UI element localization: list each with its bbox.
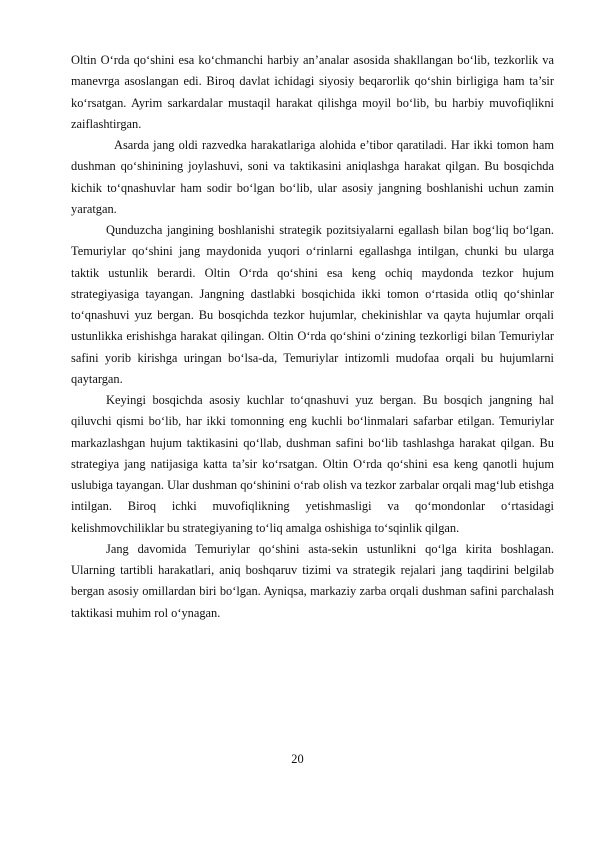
paragraph-4: Keyingi bosqichda asosiy kuchlar to‘qnashuvi yuz bergan. Bu bosqich jangning hal qiluvchi qismi bo‘lib, har ikki tomonning eng kuchli bo‘linmalari safarbar etilgan. Temuriylar markazlashgan hujum taktikasini qo‘llab, dushman safini bo‘lib tashlashga harakat qilgan. Bu strategiya jang natijasiga katta ta’sir ko‘rsatgan. Oltin O‘rda qo‘shini esa keng qanotli hujum uslubiga tayangan. Ular dushman qo‘shinini o‘rab olish va tezkor zarbalar orqali mag‘lub etishga intilgan. Biroq ichki muvofiqlikning yetishmasligi va qo‘mondonlar o‘rtasidagi kelishmovchiliklar bu strategiyaning to‘liq amalga oshishiga to‘sqinlik qilgan. [71,393,554,535]
paragraph-5: Jang davomida Temuriylar qo‘shini asta-sekin ustunlikni qo‘lga kirita boshlagan. Ularning tartibli harakatlari, aniq boshqaruv tizimi va strategik rejalari jang taqdirini belgilab bergan asosiy omillardan biri bo‘lgan. Ayniqsa, markaziy zarba orqali dushman safini parchalash taktikasi muhim rol o‘ynagan. [71,541,554,620]
page-number: 20 [291,752,304,766]
paragraph-2: Asarda jang oldi razvedka harakatlariga alohida e’tibor qaratiladi. Har ikki tomon ham dushman qo‘shinining joylashuvi, soni va taktikasini aniqlashga harakat qilgan. Bu bosqichda kichik to‘qnashuvlar ham sodir bo‘lgan bo‘lib, ular asosiy jangning boshlanishi uchun zamin yaratgan. [71,138,554,216]
paragraph-1: Oltin O‘rda qo‘shini esa ko‘chmanchi harbiy an’analar asosida shakllangan bo‘lib, tezkorlik va manevrga asoslangan edi. Biroq davlat ichidagi siyosiy beqarorlik qo‘shin birligiga ham ta’sir ko‘rsatgan. Ayrim sarkardalar mustaqil harakat qilishga moyil bo‘lib, bu harbiy muvofiqlikni zaiflashtirgan. [71,53,554,131]
document-page [71,50,554,624]
paragraph-3: Qunduzcha jangining boshlanishi strategik pozitsiyalarni egallash bilan bog‘liq bo‘lgan. Temuriylar qo‘shini jang maydonida yuqori o‘rinlarni egallashga intilgan, chunki bu ularga taktik ustunlik berardi. Oltin O‘rda qo‘shini esa keng ochiq maydonda tezkor hujum strategiyasiga tayangan. Jangning dastlabki bosqichida ikki tomon o‘rtasida otliq qo‘shinlar to‘qnashuvi yuz bergan. Bu bosqichda tezkor hujumlar, chekinishlar va qayta hujumlar orqali ustunlikka erishishga harakat qilingan. Oltin O‘rda qo‘shini o‘zining tezkorligi bilan Temuriylar safini yorib kirishga uringan bo‘lsa-da, Temuriylar intizomli mudofaa orqali bu hujumlarni qaytargan. [71,223,554,386]
